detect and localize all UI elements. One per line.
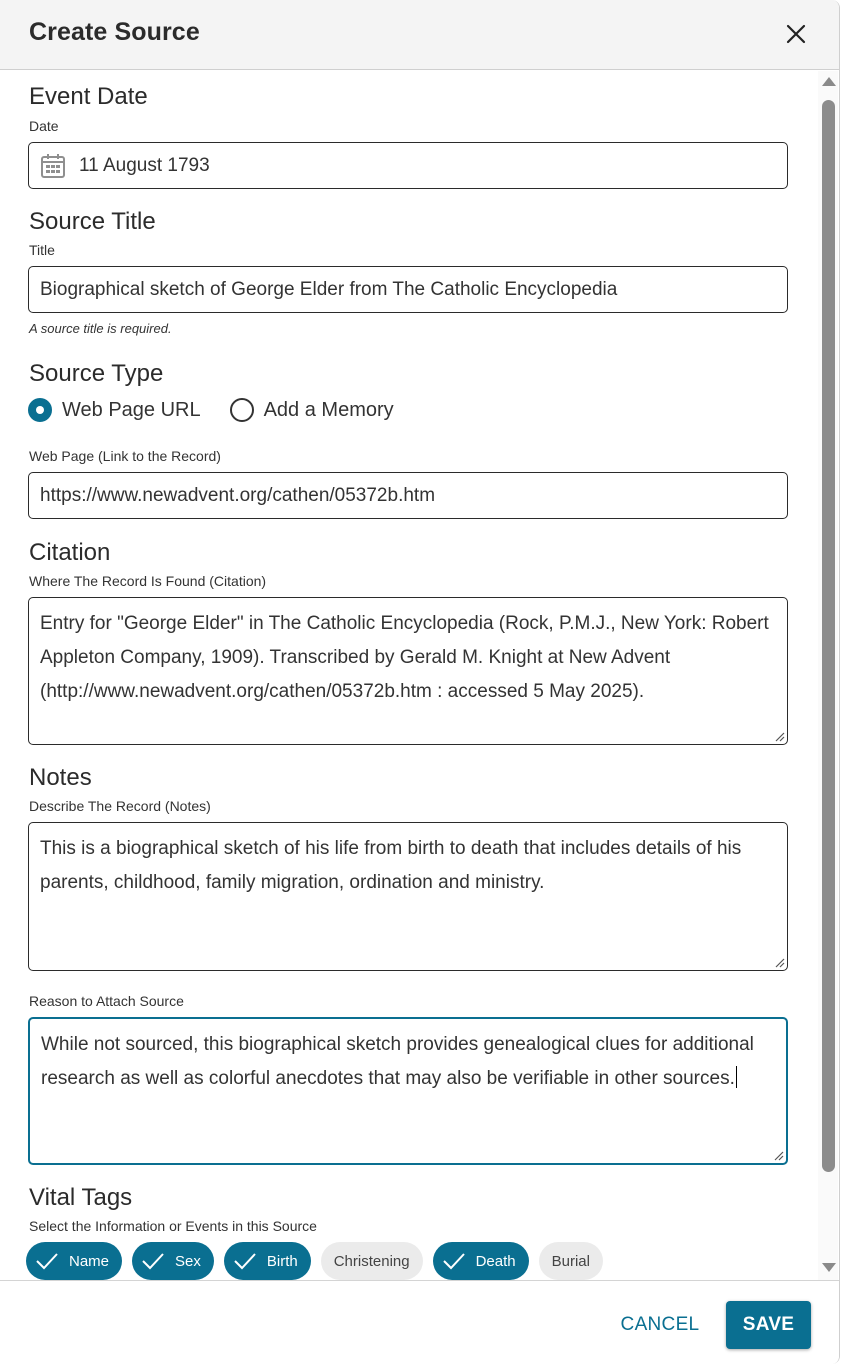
vital-tags-subtitle: Select the Information or Events in this Source	[29, 1218, 317, 1234]
calendar-icon	[40, 153, 66, 179]
checkmark-icon	[34, 1251, 60, 1271]
chip-label: Birth	[266, 1252, 298, 1270]
citation-value: Entry for "George Elder" in The Catholic Encyclopedia (Rock, P.M.J., New York: Robert Appleton Company, 1909). Transcribed by Gerald M. Knight at New Advent (http://www.newadvent.org/cathen/05372b.htm : accessed 5 May 2025).	[40, 613, 769, 702]
chip-sex[interactable]	[132, 1242, 214, 1280]
date-input[interactable]	[28, 142, 788, 189]
chip-label: Sex	[175, 1252, 201, 1270]
notes-label: Describe The Record (Notes)	[29, 798, 211, 814]
save-button[interactable]: SAVE	[726, 1301, 811, 1349]
scroll-down-arrow-icon[interactable]	[822, 1263, 836, 1272]
vital-tags-chip-group	[26, 1242, 613, 1280]
resize-grip-icon[interactable]	[773, 956, 785, 968]
checkmark-icon	[441, 1251, 467, 1271]
resize-grip-icon[interactable]	[773, 730, 785, 742]
title-value: Biographical sketch of George Elder from The Catholic Encyclopedia	[40, 278, 618, 300]
web-page-input[interactable]	[28, 472, 788, 519]
reason-label: Reason to Attach Source	[29, 993, 184, 1009]
vertical-scrollbar[interactable]	[818, 71, 838, 1280]
citation-heading: Citation	[29, 539, 111, 566]
citation-label: Where The Record Is Found (Citation)	[29, 573, 267, 589]
title-input[interactable]	[28, 266, 788, 313]
reason-textarea[interactable]	[28, 1017, 788, 1165]
notes-value: This is a biographical sketch of his life from birth to death that includes details of his parents, childhood, family migration, ordination and ministry.	[40, 838, 742, 893]
checkmark-icon	[232, 1251, 258, 1271]
chip-label: Name	[69, 1252, 110, 1270]
close-button[interactable]	[782, 20, 810, 48]
text-caret	[736, 1066, 737, 1088]
radio-add-a-memory[interactable]	[230, 398, 394, 422]
radio-label: Web Page URL	[62, 398, 201, 421]
resize-grip-icon[interactable]	[772, 1149, 784, 1161]
date-value: 11 August 1793	[79, 154, 210, 176]
source-type-heading: Source Type	[29, 360, 164, 387]
citation-textarea[interactable]	[28, 597, 788, 745]
date-label: Date	[29, 118, 59, 134]
chip-burial[interactable]	[539, 1242, 603, 1280]
radio-unchecked-icon	[230, 398, 254, 422]
chip-name[interactable]	[26, 1242, 122, 1280]
radio-checked-icon	[28, 398, 52, 422]
notes-textarea[interactable]	[28, 822, 788, 971]
title-helper-text: A source title is required.	[29, 321, 172, 336]
chip-label: Death	[475, 1252, 516, 1270]
vital-tags-heading: Vital Tags	[29, 1184, 133, 1211]
scrollbar-thumb[interactable]	[822, 100, 835, 1172]
chip-label: Christening	[333, 1252, 410, 1270]
dialog-body	[0, 71, 840, 1280]
radio-web-page-url[interactable]	[28, 398, 201, 422]
radio-label: Add a Memory	[263, 398, 394, 421]
web-page-value: https://www.newadvent.org/cathen/05372b.htm	[40, 484, 436, 506]
cancel-button[interactable]: CANCEL	[620, 1314, 700, 1335]
chip-label: Burial	[551, 1252, 590, 1270]
web-page-label: Web Page (Link to the Record)	[29, 448, 221, 464]
title-label: Title	[29, 242, 55, 258]
event-date-heading: Event Date	[29, 83, 148, 110]
dialog-header	[0, 0, 840, 70]
chip-birth[interactable]	[224, 1242, 311, 1280]
chip-christening[interactable]	[321, 1242, 423, 1280]
chip-death[interactable]	[433, 1242, 529, 1280]
checkmark-icon	[140, 1251, 166, 1271]
source-title-heading: Source Title	[29, 208, 156, 235]
close-icon	[786, 24, 806, 44]
scroll-up-arrow-icon[interactable]	[822, 77, 836, 86]
notes-heading: Notes	[29, 764, 92, 791]
reason-value: While not sourced, this biographical sketch provides genealogical clues for additional research as well as colorful anecdotes that may also be verifiable in other sources.	[41, 1034, 754, 1089]
dialog-title: Create Source	[29, 18, 200, 46]
source-type-radio-group	[28, 398, 423, 422]
dialog-footer	[0, 1280, 840, 1364]
